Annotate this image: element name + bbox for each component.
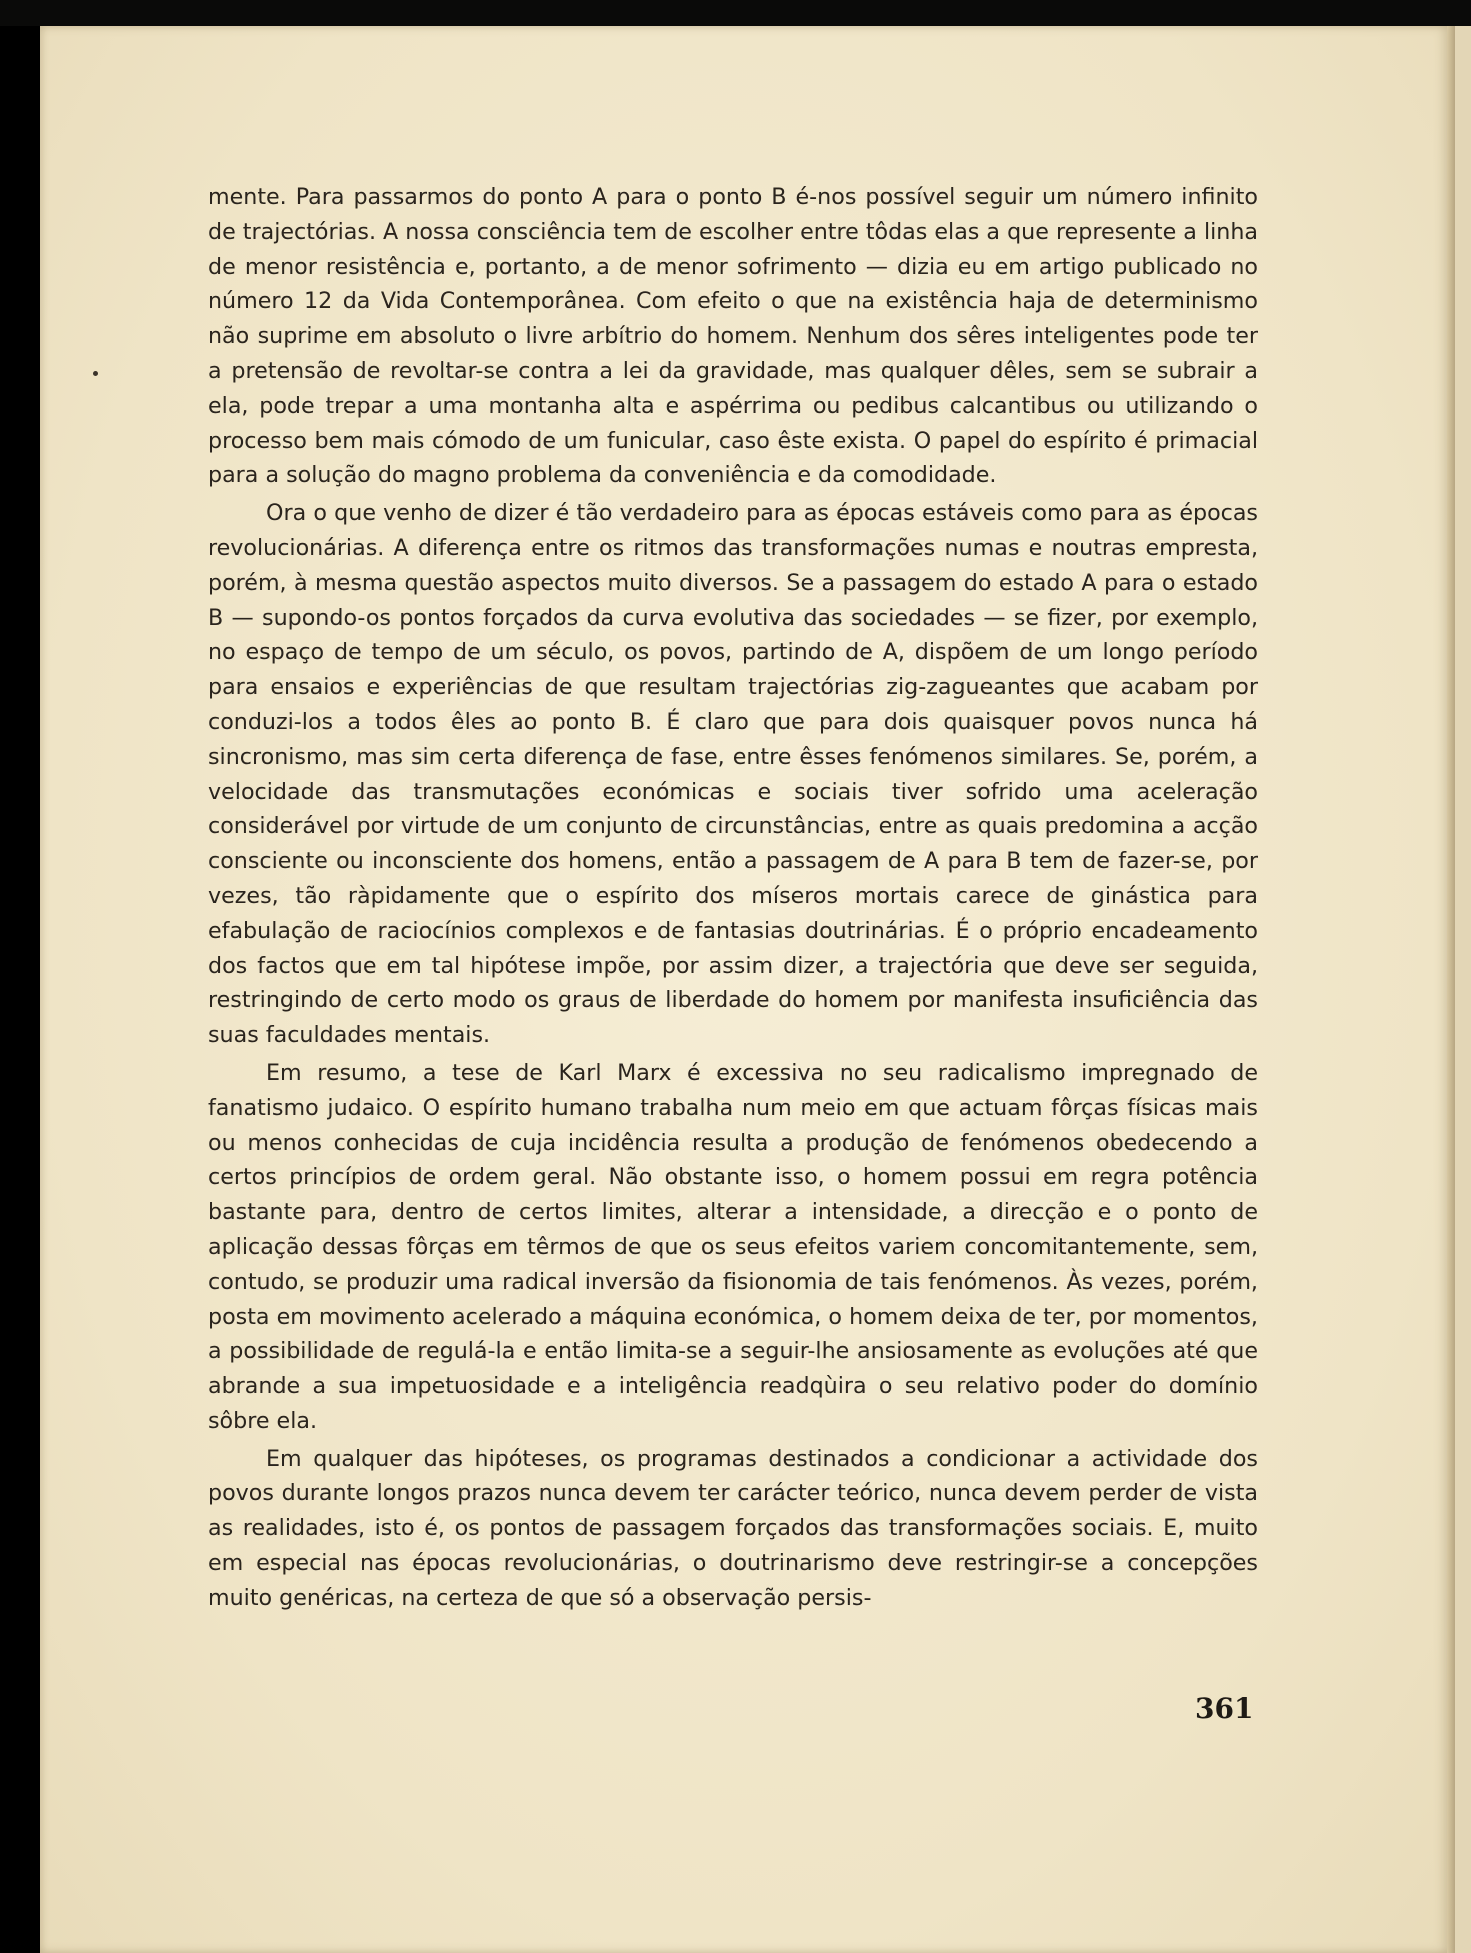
paragraph-4: Em qualquer das hipóteses, os programas destinados a condicionar a actividade dos povos durante longos prazos nunca devem ter carácter teórico, nunca devem perder de vista as realidades, isto é, os pontos de passagem forçados das transformações sociais. E, muito em especial nas épocas revolucionárias, o doutrinarismo deve restringir-se a concepções muito genéricas, na certeza de que só a observação persis- (208, 1445, 1258, 1611)
body-text (208, 180, 1258, 1616)
paragraph-2: Ora o que venho de dizer é tão verdadeiro para as épocas estáveis como para as épocas revolucionárias. A diferença entre os ritmos das transformações numas e noutras empresta, porém, à mesma questão aspectos muito diversos. Se a passagem do estado A para o estado B — supondo-os pontos forçados da curva evolutiva das sociedades — se fizer, por exemplo, no espaço de tempo de um século, os povos, partindo de A, dispõem de um longo período para ensaios e experiências de que resultam trajectórias zig-zagueantes que acabam por conduzi-los a todos êles ao ponto B. É claro que para dois quaisquer povos nunca há sincronismo, mas sim certa diferença de fase, entre êsses fenómenos similares. Se, porém, a velocidade das transmutações económicas e sociais tiver sofrido uma aceleração considerável por virtude de um conjunto de circunstâncias, entre as quais predomina a acção consciente ou inconsciente dos homens, então a passagem de A para B tem de fazer-se, por vezes, tão ràpidamente que o espírito dos míseros mortais carece de ginástica para efabulação de raciocínios complexos e de fantasias doutrinárias. É o próprio encadeamento dos factos que em tal hipótese impõe, por assim dizer, a trajectória que deve ser seguida, restringindo de certo modo os graus de liberdade do homem por manifesta insuficiência das suas faculdades mentais. (208, 500, 1258, 1049)
scan-frame-right (1455, 26, 1471, 1953)
margin-mark (93, 371, 98, 376)
page-number: 361 (1195, 1692, 1254, 1725)
paragraph-1: mente. Para passarmos do ponto A para o ponto B é-nos possível seguir um número infinito de trajectórias. A nossa consciência tem de escolher entre tôdas elas a que represente a linha de menor resistência e, portanto, a de menor sofrimento — dizia eu em artigo publicado no número 12 da Vida Contemporânea. Com efeito o que na existência haja de determinismo não suprime em absoluto o livre arbítrio do homem. Nenhum dos sêres inteligentes pode ter a pretensão de revoltar-se contra a lei da gravidade, mas qualquer dêles, sem se subrair a ela, pode trepar a uma montanha alta e aspérrima ou pedibus calcantibus ou utilizando o processo bem mais cómodo de um funicular, caso êste exista. O papel do espírito é primacial para a solução do magno problema da conveniência e da comodidade. (208, 184, 1258, 489)
paragraph-3: Em resumo, a tese de Karl Marx é excessiva no seu radicalismo impregnado de fanatismo judaico. O espírito humano trabalha num meio em que actuam fôrças físicas mais ou menos conhecidas de cuja incidência resulta a produção de fenómenos obedecendo a certos princípios de ordem geral. Não obstante isso, o homem possui em regra potência bastante para, dentro de certos limites, alterar a intensidade, a direcção e o ponto de aplicação dessas fôrças em têrmos de que os seus efeitos variem concomitantemente, sem, contudo, se produzir uma radical inversão da fisionomia de tais fenómenos. Às vezes, porém, posta em movimento acelerado a máquina económica, o homem deixa de ter, por momentos, a possibilidade de regulá-la e então limita-se a seguir-lhe ansiosamente as evoluções até que abrande a sua impetuosidade e a inteligência readqùira o seu relativo poder do domínio sôbre ela. (208, 1059, 1258, 1434)
page-edge-shadow (1447, 26, 1455, 1953)
scan-frame-top (0, 0, 1471, 26)
